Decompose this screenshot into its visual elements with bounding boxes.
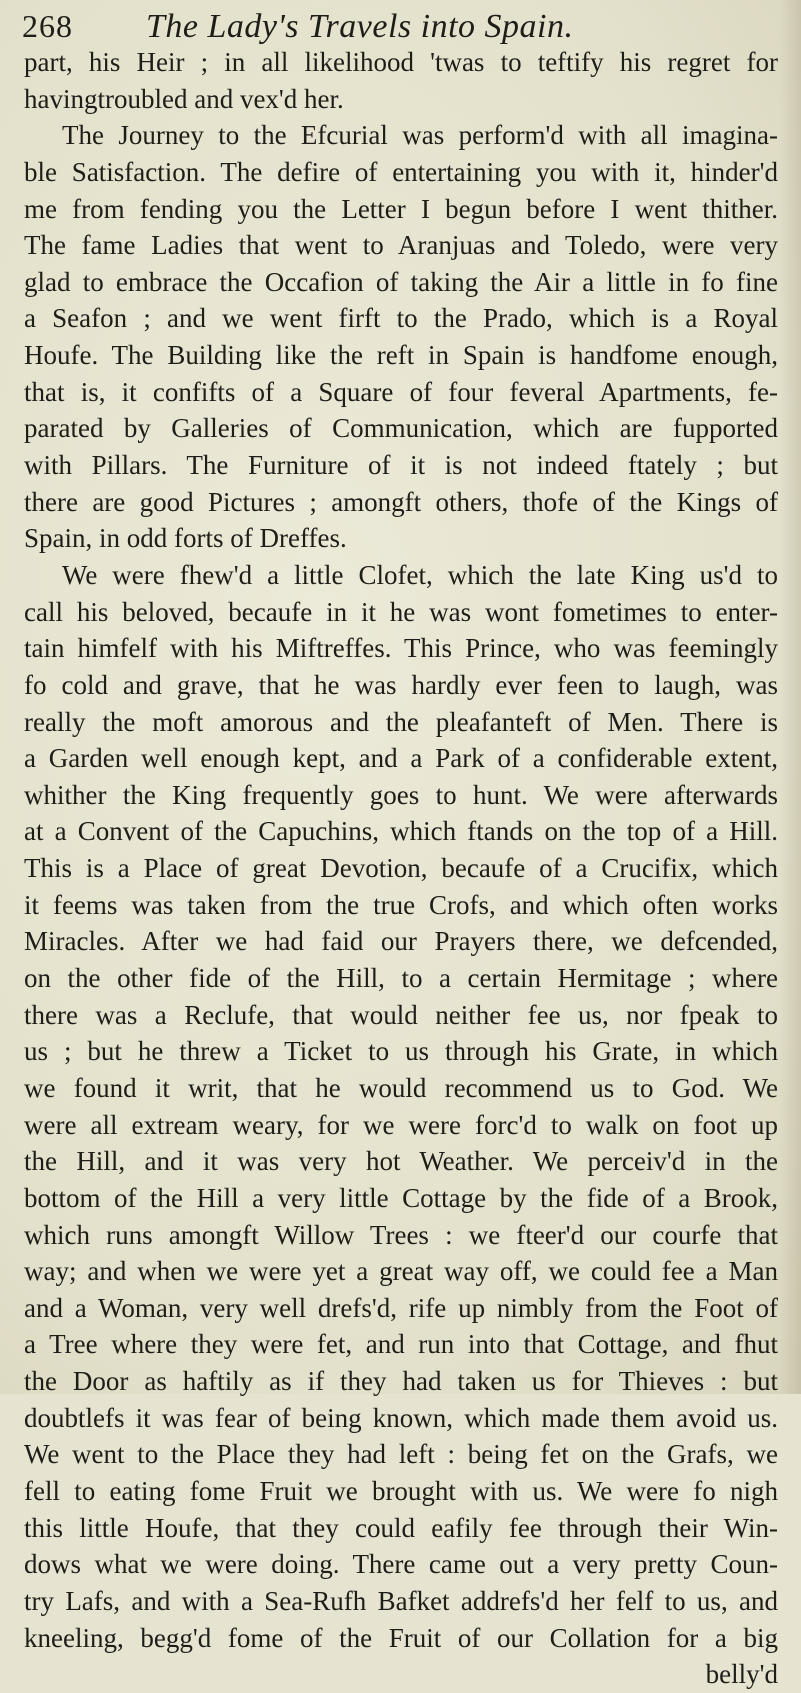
- text-line: we found it writ, that he would recommend us to God. We: [24, 1072, 778, 1103]
- text-line: This is a Place of great Devotion, becaufe of a Crucifix, which: [24, 853, 778, 884]
- page-number: 268: [22, 8, 73, 44]
- text-line: tain himfelf with his Miftreffes. This Prince, who was feemingly: [24, 633, 778, 664]
- text-line: The fame Ladies that went to Aranjuas and Toledo, were very: [24, 230, 778, 261]
- text-line: a Seafon ; and we went firft to the Prado, which is a Royal: [24, 303, 778, 334]
- text-line: Houfe. The Building like the reft in Spain is handfome enough,: [24, 340, 778, 371]
- text-line: try Lafs, and with a Sea-Rufh Bafket addrefs'd her felf to us, and: [24, 1585, 778, 1616]
- text-line: a Tree where they were fet, and run into that Cottage, and fhut: [24, 1329, 778, 1360]
- text-line: on the other fide of the Hill, to a certain Hermitage ; where: [24, 963, 778, 994]
- text-line: a Garden well enough kept, and a Park of a confiderable extent,: [24, 743, 778, 774]
- text-line: which runs amongft Willow Trees : we fteer'd our courfe that: [24, 1219, 778, 1250]
- text-line: dows what we were doing. There came out a very pretty Coun-: [24, 1549, 778, 1580]
- text-line: Spain, in odd forts of Dreffes.: [24, 523, 347, 554]
- running-title: The Lady's Travels into Spain.: [146, 8, 574, 45]
- text-line: whither the King frequently goes to hunt. We were afterwards: [24, 779, 778, 810]
- text-line: were all extream weary, for we were forc'd to walk on foot up: [24, 1109, 778, 1140]
- text-line: Miracles. After we had faid our Prayers there, we defcended,: [24, 926, 778, 957]
- text-line: We were fhew'd a little Clofet, which the late King us'd to: [62, 559, 778, 590]
- page-edge-shadow: [779, 0, 801, 1394]
- text-line: the Hill, and it was very hot Weather. We perceiv'd in the: [24, 1146, 778, 1177]
- text-line: The Journey to the Efcurial was perform'd with all imagina-: [62, 120, 778, 151]
- body-text: [24, 44, 778, 1693]
- catchword: belly'd: [705, 1659, 778, 1690]
- text-line: call his beloved, becaufe in it he was wont fometimes to enter-: [24, 596, 778, 627]
- text-line: really the moft amorous and the pleafanteft of Men. There is: [24, 706, 778, 737]
- text-line: there are good Pictures ; amongft others, thofe of the Kings of: [24, 486, 778, 517]
- text-line: ble Satisfaction. The defire of entertaining you with it, hinder'd: [24, 156, 778, 187]
- text-line: parated by Galleries of Communication, which are fupported: [24, 413, 778, 444]
- text-line: that is, it confifts of a Square of four feveral Apartments, fe-: [24, 376, 778, 407]
- text-line: part, his Heir ; in all likelihood 'twas to teftify his regret for: [24, 47, 778, 77]
- text-line: it feems was taken from the true Crofs, and which often works: [24, 889, 778, 920]
- text-line: the Door as haftily as if they had taken us for Thieves : but: [24, 1366, 778, 1397]
- text-line: this little Houfe, that they could eafily fee through their Win-: [24, 1512, 778, 1543]
- text-line: doubtlefs it was fear of being known, which made them avoid us.: [24, 1402, 778, 1433]
- text-line: me from fending you the Letter I begun before I went thither.: [24, 193, 778, 224]
- text-line: kneeling, begg'd fome of the Fruit of our Collation for a big: [24, 1622, 778, 1653]
- text-line: way; and when we were yet a great way off, we could fee a Man: [24, 1256, 778, 1287]
- text-line: bottom of the Hill a very little Cottage by the fide of a Brook,: [24, 1182, 778, 1213]
- text-line: at a Convent of the Capuchins, which ftands on the top of a Hill.: [24, 816, 778, 847]
- text-line: with Pillars. The Furniture of it is not indeed ftately ; but: [24, 450, 778, 481]
- text-line: us ; but he threw a Ticket to us through his Grate, in which: [24, 1036, 778, 1067]
- text-line: and a Woman, very well drefs'd, rife up nimbly from the Foot of: [24, 1292, 778, 1323]
- text-line: havingtroubled and vex'd her.: [24, 83, 344, 114]
- text-line: glad to embrace the Occafion of taking the Air a little in fo fine: [24, 266, 778, 297]
- text-line: there was a Reclufe, that would neither fee us, nor fpeak to: [24, 999, 778, 1030]
- text-line: fo cold and grave, that he was hardly ever feen to laugh, was: [24, 669, 778, 700]
- text-line: We went to the Place they had left : being fet on the Grafs, we: [24, 1439, 778, 1470]
- text-line: fell to eating fome Fruit we brought with us. We were fo nigh: [24, 1475, 778, 1506]
